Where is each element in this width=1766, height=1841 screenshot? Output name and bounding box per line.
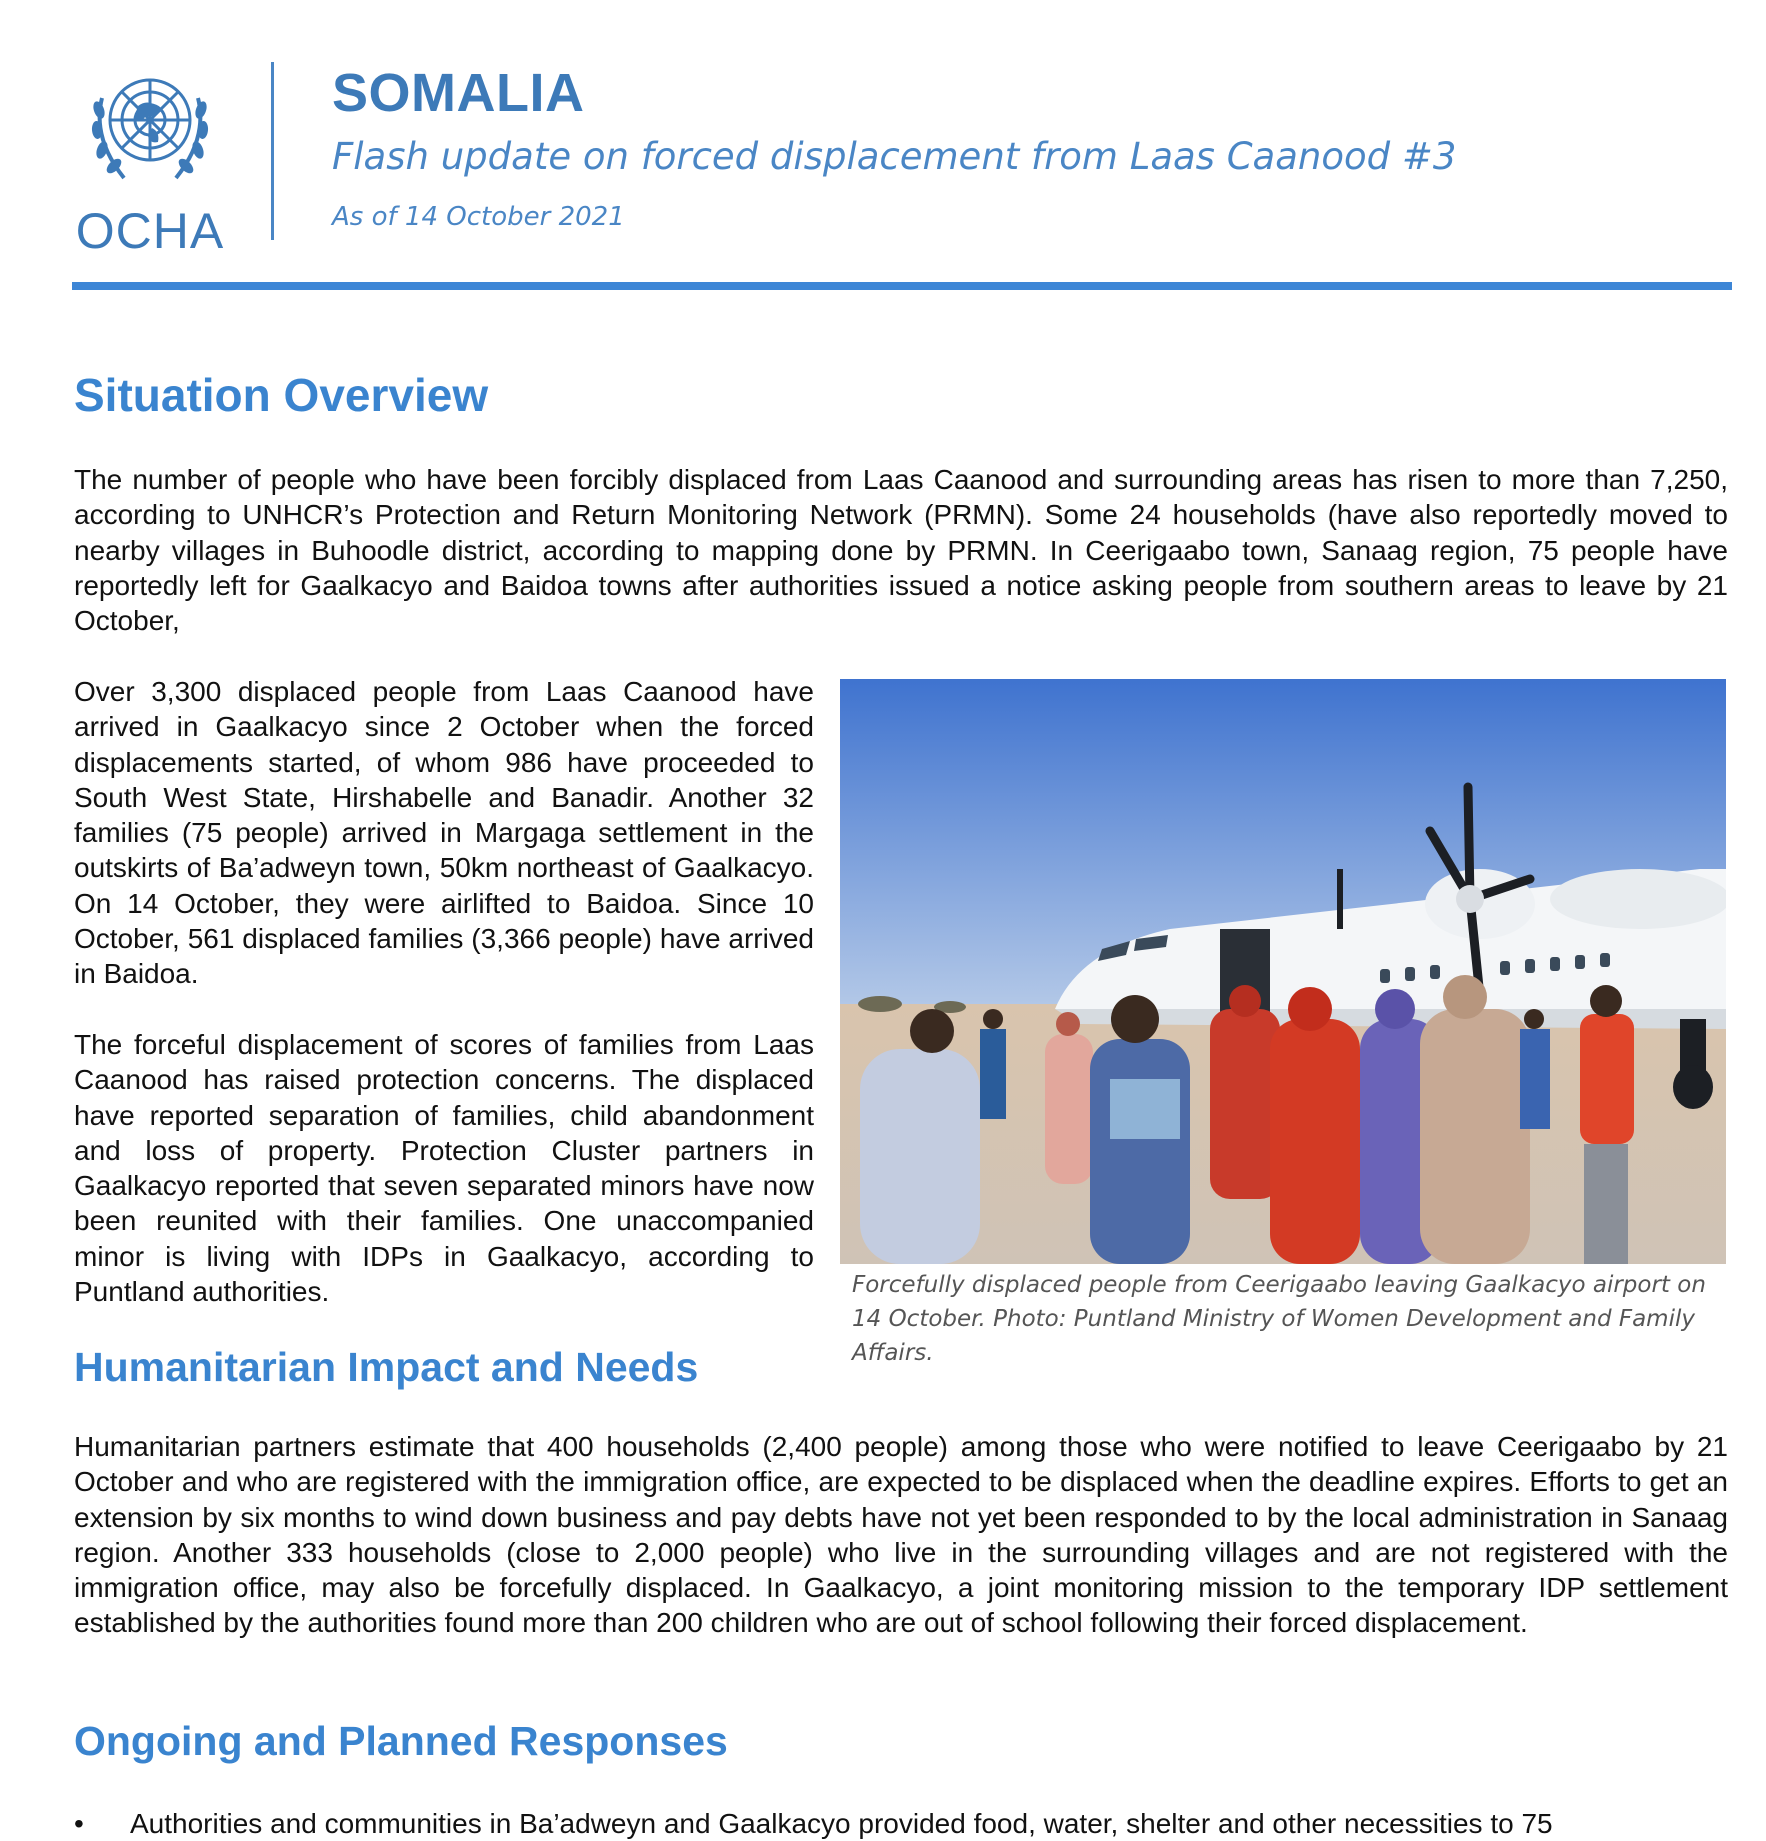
section-heading-impact: Humanitarian Impact and Needs [74,1344,699,1390]
photo-airport-departure [840,679,1726,1264]
org-name: OCHA [75,203,225,259]
header-divider [271,62,274,240]
overview-paragraph-1: The number of people who have been forcibly displaced from Laas Caanood and surrounding areas has risen to more than 7,250, according to UNHCR’s Protection and Return Monitoring Network (PRMN). Some 24 households (have also reportedly moved to nearby villages in Buhoodle district, according to mapping done by PRMN. In Ceerigaabo town, Sanaag region, 75 people have reportedly left for Gaalkacyo and Baidoa towns after authorities issued a notice asking people from southern areas to leave by 21 October, [74,464,1728,637]
bullet-marker: • [74,1808,84,1839]
page-title: SOMALIA [332,63,585,123]
overview-paragraph-2: Over 3,300 displaced people from Laas Caanood have arrived in Gaalkacyo since 2 October when the forced displacements started, of whom 986 have proceeded to South West State, Hirshabelle and Banadir. Another 32 families (75 people) arrived in Margaga settlement in the outskirts of Ba’adweyn town, 50km northeast of Gaalkacyo. On 14 October, they were airlifted to Baidoa. Since 10 October, 561 displaced families (3,366 people) have arrived in Baidoa. [74,676,814,990]
ocha-logo [70,58,230,260]
page-subtitle: Flash update on forced displacement from Laas Caanood #3 [332,135,1457,178]
section-heading-responses: Ongoing and Planned Responses [74,1718,728,1764]
un-emblem-icon [80,58,220,198]
overview-paragraph-3: The forceful displacement of scores of families from Laas Caanood has raised protection concerns. The displaced have reported separation of families, child abandonment and loss of property. Protection Cluster partners in Gaalkacyo reported that seven separated minors have now been reunited with their families. One unaccompanied minor is living with IDPs in Gaalkacyo, according to Puntland authorities. [74,1029,814,1308]
bullet-text: Authorities and communities in Ba’adweyn and Gaalkacyo provided food, water, shelter and other necessities to 75 [130,1808,1553,1839]
report-date: As of 14 October 2021 [332,202,625,232]
photo-caption: Forcefully displaced people from Ceerigaabo leaving Gaalkacyo airport on 14 October. Photo: Puntland Ministry of Women Development and Family Affairs. [852,1272,1706,1366]
impact-paragraph: Humanitarian partners estimate that 400 households (2,400 people) among those who were notified to leave Ceerigaabo by 21 October and who are registered with the immigration office, are expected to be displaced when the deadline expires. Efforts to get an extension by six months to wind down business and pay debts have not yet been responded to by the local administration in Sanaag region. Another 333 households (close to 2,000 people) who live in the surrounding villages and are not registered with the immigration office, may also be forcefully displaced. In Gaalkacyo, a joint monitoring mission to the temporary IDP settlement established by the authorities found more than 200 children who are out of school following their forced displacement. [74,1431,1728,1639]
section-heading-overview: Situation Overview [74,369,489,421]
header-rule [72,282,1732,290]
